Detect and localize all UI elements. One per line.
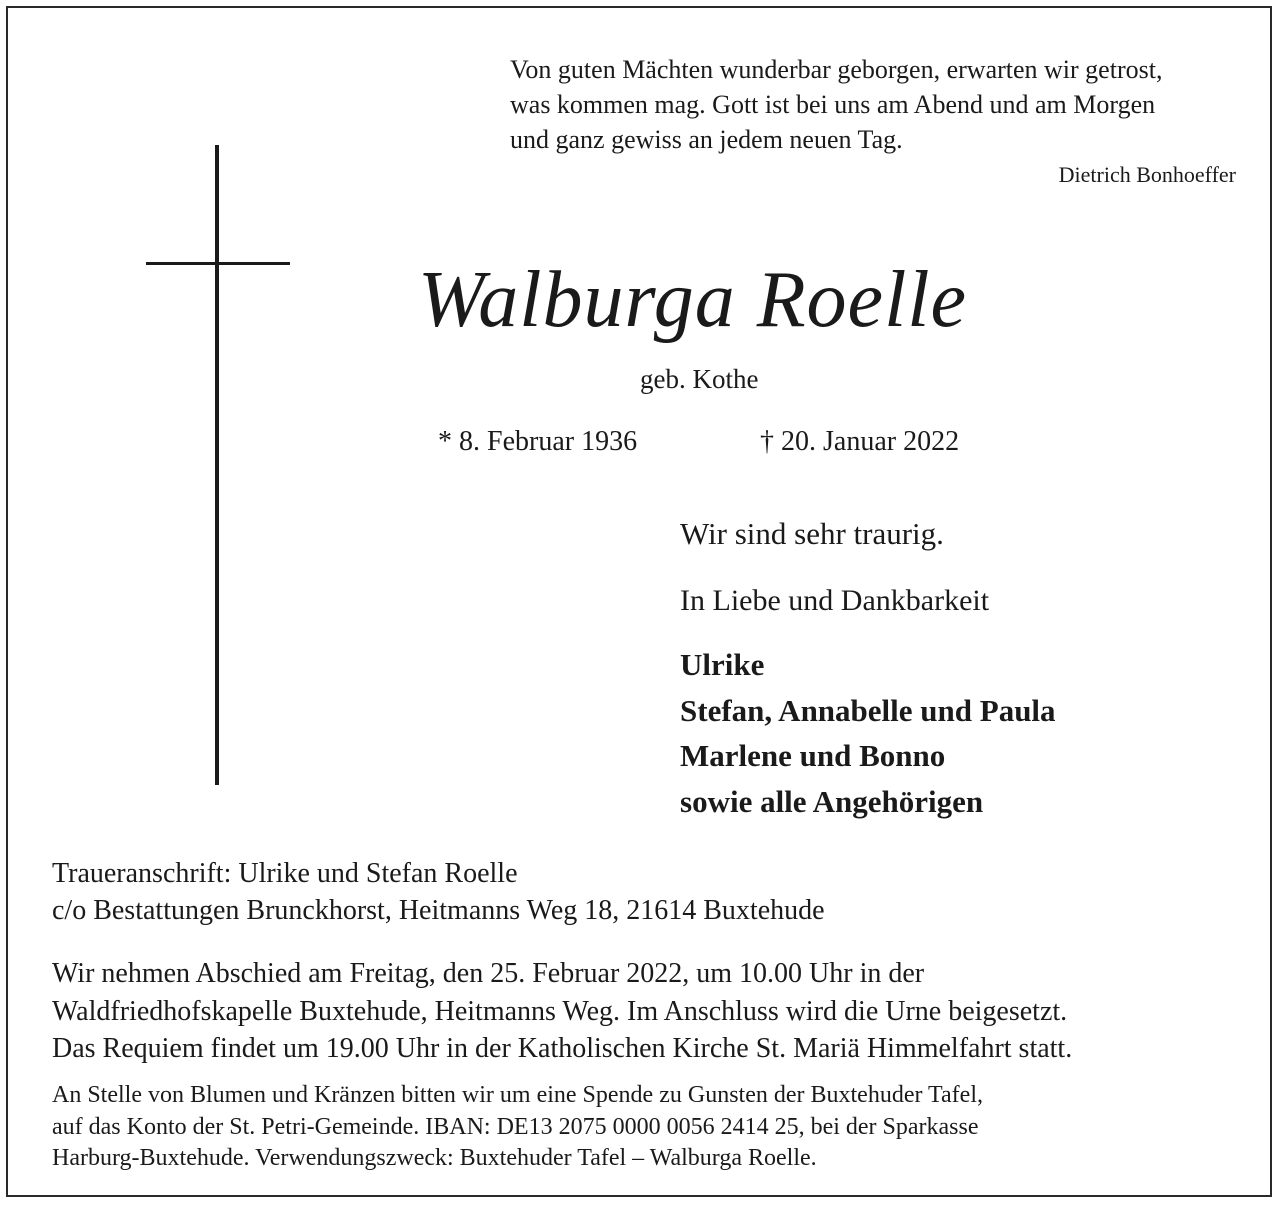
mourner: Stefan, Annabelle und Paula	[680, 692, 1056, 728]
mourner: sowie alle Angehörigen	[680, 783, 984, 819]
bonhoeffer-quote	[510, 52, 1250, 157]
deceased-name: Walburga Roelle	[418, 256, 968, 344]
quote-line: Von guten Mächten wunderbar geborgen, erwarten wir getrost,	[510, 55, 1163, 84]
donation-info	[52, 1080, 983, 1175]
donation-line: An Stelle von Blumen und Kränzen bitten wir um eine Spende zu Gunsten der Buxtehuder Tafel,	[52, 1082, 983, 1108]
quote-line: was kommen mag. Gott ist bei uns am Abend und am Morgen	[510, 90, 1156, 119]
mourner: Marlene und Bonno	[680, 738, 946, 773]
mourning-address	[52, 855, 825, 929]
birth-date: * 8. Februar 1936	[438, 426, 638, 457]
mourner: Ulrike	[680, 647, 765, 682]
farewell-line: Das Requiem findet um 19.00 Uhr in der Katholischen Kirche St. Mariä Himmelfahrt statt.	[52, 1033, 1073, 1064]
mourners-list	[680, 642, 1056, 824]
maiden-name: geb. Kothe	[640, 364, 759, 394]
farewell-line: Waldfriedhofskapelle Buxtehude, Heitmanns Weg. Im Anschluss wird die Urne beigesetzt.	[52, 995, 1068, 1027]
farewell-line: Wir nehmen Abschied am Freitag, den 25. Februar 2022, um 10.00 Uhr in der	[52, 958, 925, 989]
quote-line: und ganz gewiss an jedem neuen Tag.	[510, 125, 903, 154]
cross-vertical-bar	[215, 145, 219, 785]
gratitude-message: In Liebe und Dankbarkeit	[680, 584, 990, 617]
quote-author: Dietrich Bonhoeffer	[1058, 162, 1236, 187]
donation-line: Harburg-Buxtehude. Verwendungszweck: Buxtehuder Tafel – Walburga Roelle.	[52, 1145, 817, 1171]
farewell-info	[52, 955, 1072, 1068]
grief-message: Wir sind sehr traurig.	[680, 516, 944, 551]
address-line: c/o Bestattungen Brunckhorst, Heitmanns Weg 18, 21614 Buxtehude	[52, 895, 825, 926]
cross-horizontal-bar	[146, 262, 290, 265]
address-line: Traueranschrift: Ulrike und Stefan Roelle	[52, 858, 518, 889]
death-date: † 20. Januar 2022	[760, 426, 960, 457]
donation-line: auf das Konto der St. Petri-Gemeinde. IBAN: DE13 2075 0000 0056 2414 25, bei der Sparkasse	[52, 1113, 979, 1140]
